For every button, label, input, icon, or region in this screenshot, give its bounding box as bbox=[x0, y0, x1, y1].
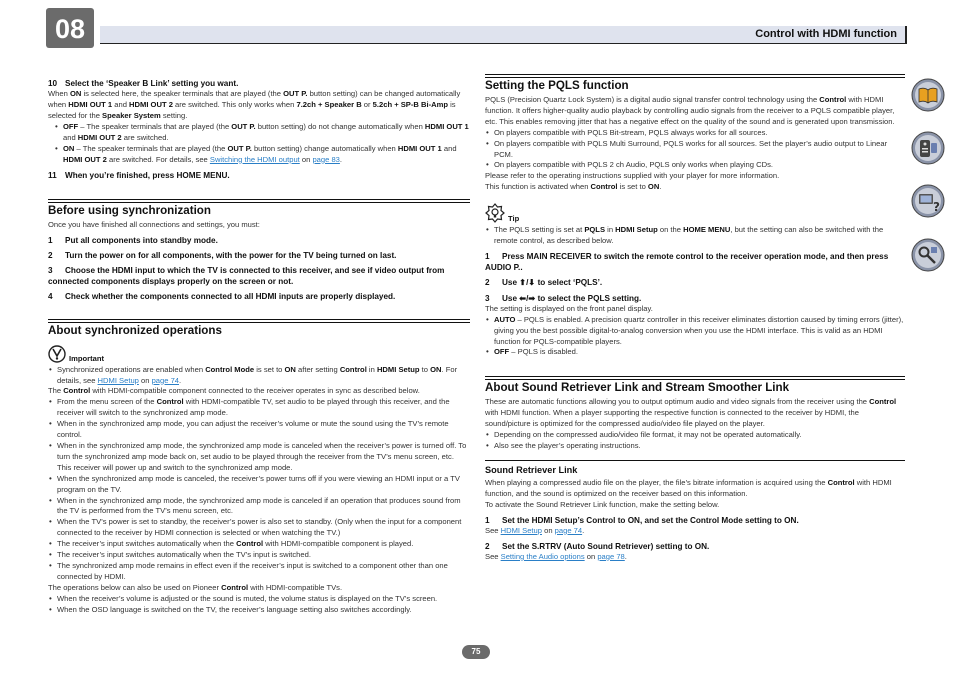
chapter-title: Control with HDMI function bbox=[755, 28, 897, 40]
numbered-step: 1 Put all components into standby mode. bbox=[48, 235, 218, 245]
pqls-section-title: Setting the PQLS function bbox=[485, 74, 905, 92]
cross-reference-link[interactable]: page 74 bbox=[554, 525, 583, 535]
sync-intro: Once you have finished all connections and settings, you must: bbox=[48, 219, 260, 229]
numbered-step: 4 Check whether the components connected to all HDMI inputs are properly displayed. bbox=[48, 292, 396, 302]
pqls-setting-options bbox=[485, 315, 905, 359]
srl-step-2-note: See Setting the Audio options on page 78. bbox=[485, 551, 627, 561]
ops-bullets bbox=[48, 397, 470, 582]
book-icon[interactable] bbox=[911, 78, 945, 112]
bullet-item: • The PQLS setting is set at PQLS in HDMI Setup on the HOME MENU, but the setting can also be switched with the remote control, as described below. bbox=[485, 225, 905, 247]
ops-para-2: The operations below can also be used on Pioneer Control with HDMI-compatible TVs. bbox=[48, 582, 343, 592]
important-icon bbox=[48, 345, 66, 363]
numbered-step: 3 Use ⬅/➡ to select the PQLS setting. bbox=[485, 293, 642, 303]
srl-para-2: To activate the Sound Retriever Link function, make the setting below. bbox=[485, 499, 720, 509]
pqls-para-3: This function is activated when Control is set to ON. bbox=[485, 182, 662, 192]
pqls-para-2: Please refer to the operating instructions supplied with your player for more information. bbox=[485, 171, 780, 181]
srl-para-1: When playing a compressed audio file on the player, the file’s bitrate information is acquired using the Control with HDMI function, and the sound is optimized on the receiver based on this information. bbox=[485, 477, 892, 498]
chapter-header bbox=[100, 26, 907, 44]
bullet-item: • AUTO – PQLS is enabled. A precision quartz controller in this receiver eliminates distortion caused by timing errors (jitter), giving you the best possible digital-to-analog conversion when you use the HDMI interface. This is valid as an HDMI function for PQLS-compatible players. bbox=[485, 315, 905, 348]
numbered-step: 2 Turn the power on for all components, with the power for the TV being turned on last. bbox=[48, 250, 397, 260]
chapter-number: 08 bbox=[46, 8, 94, 48]
cross-reference-link[interactable]: HDMI Setup bbox=[97, 375, 139, 385]
bullet-item: • When the OSD language is switched on the TV, the receiver’s language setting also switches accordingly. bbox=[48, 605, 470, 616]
important-note bbox=[48, 345, 470, 363]
right-column bbox=[485, 74, 905, 563]
sync-steps bbox=[48, 235, 470, 303]
sync-section-title: Before using synchronization bbox=[48, 199, 470, 217]
bullet-item: • From the menu screen of the Control with HDMI-compatible TV, set audio to be played through this receiver, and the receiver will switch to the synchronized amp mode. bbox=[48, 397, 470, 419]
bullet-item: • When in the synchronized amp mode, the synchronized amp mode is canceled when the receiver’s power is turned off. To turn the synchronized amp mode back on, set audio to be played through the receiver from the TV’s menu screen, etc. This receiver will power up and switch to the synchronized amp mode. bbox=[48, 441, 470, 474]
tip-icon bbox=[485, 203, 505, 223]
bullet-item: • The synchronized amp mode remains in effect even if the receiver’s input is switched to a component other than one connected by HDMI. bbox=[48, 561, 470, 583]
ops-para-1: The Control with HDMI-compatible component connected to the receiver operates in sync as described below. bbox=[48, 386, 420, 396]
srl-step-1: 1 Set the HDMI Setup’s Control to ON, and set the Control Mode setting to ON. bbox=[485, 515, 799, 525]
important-bullets bbox=[48, 365, 470, 387]
bullet-item: • Depending on the compressed audio/video file format, it may not be operated automatically. bbox=[485, 430, 905, 441]
numbered-step: 3 Choose the HDMI input to which the TV is connected to this receiver, and see if video output from connected components displays properly on the screen or not. bbox=[48, 266, 445, 287]
cross-reference-link[interactable]: page 78 bbox=[597, 551, 625, 561]
bullet-item: • When the TV’s power is set to standby, the receiver’s power is also set to standby. (Only when the input for a component connected to the receiver by HDMI connection is selected or when watching the TV.) bbox=[48, 517, 470, 539]
bullet-item: • OFF – PQLS is disabled. bbox=[485, 347, 905, 358]
srl-step-2: 2 Set the S.RTRV (Auto Sound Retriever) setting to ON. bbox=[485, 541, 710, 551]
bullet-item: • When the synchronized amp mode is canceled, the receiver’s power turns off if you were viewing an HDMI input or a TV program on the TV. bbox=[48, 474, 470, 496]
ops-section-title: About synchronized operations bbox=[48, 319, 470, 337]
troubleshoot-icon[interactable] bbox=[911, 184, 945, 218]
ssr-bullets bbox=[485, 430, 905, 452]
ssr-intro: These are automatic functions allowing you to output optimum audio and video signals from the receiver using the Control with HDMI function. When a player supporting the respective function is connected to the receiver by HDMI, the sound/picture is optimized for the compressed audio/video file played on the player. bbox=[485, 397, 897, 429]
tip-bullets bbox=[485, 225, 905, 247]
numbered-step: 1 Press MAIN RECEIVER to switch the remote control to the receiver operation mode, and then press AUDIO P.. bbox=[485, 251, 889, 273]
important-label: Important bbox=[69, 353, 105, 363]
tip-label: Tip bbox=[508, 214, 520, 224]
paragraph: When ON is selected here, the speaker terminals that are played (the OUT P. button setting) can be changed automatically when HDMI OUT 1 and HDMI OUT 2 are switched. This only works when 7.2ch + Speaker B or 5.2ch + SP-B Bi-Amp is selected for the Speaker System setting. bbox=[48, 89, 461, 121]
srl-subsection-title: Sound Retriever Link bbox=[485, 460, 905, 475]
cross-reference-link[interactable]: Switching the HDMI output bbox=[209, 154, 300, 164]
step-11: 11 When you’re finished, press HOME MENU. bbox=[48, 170, 230, 180]
svg-text:?: ? bbox=[933, 200, 940, 214]
speaker-b-options bbox=[48, 122, 470, 166]
ssr-section-title: About Sound Retriever Link and Stream Smoother Link bbox=[485, 376, 905, 394]
bullet-item: • ON – The speaker terminals that are played (the OUT P. button setting) change automatically when HDMI OUT 1 and HDMI OUT 2 are switched. For details, see Switching the HDMI output on page 83. bbox=[54, 144, 470, 166]
srl-step-1-note: See HDMI Setup on page 74. bbox=[485, 525, 585, 535]
ops-bullets-tv bbox=[48, 594, 470, 616]
pqls-bullets bbox=[485, 128, 905, 172]
bullet-item: • When in the synchronized amp mode, the synchronized amp mode is canceled if an operation that produces sound from the TV is performed from the TV’s menu screen, etc. bbox=[48, 496, 470, 518]
bullet-item: • On players compatible with PQLS Multi Surround, PQLS works for all sources. Set the player’s audio output to Linear PCM. bbox=[485, 139, 905, 161]
step-10: 10 Select the ‘Speaker B Link’ setting you want. bbox=[48, 79, 239, 88]
step-10-body bbox=[48, 89, 470, 122]
cross-reference-link[interactable]: Setting the Audio options bbox=[500, 551, 585, 561]
pqls-steps bbox=[485, 251, 905, 304]
appendix-icon[interactable] bbox=[911, 238, 945, 272]
bullet-item: • On players compatible with PQLS 2 ch Audio, PQLS only works when playing CDs. bbox=[485, 160, 905, 171]
bullet-item: • On players compatible with PQLS Bit-stream, PQLS always works for all sources. bbox=[485, 128, 905, 139]
bullet-item: • The receiver’s input switches automatically when the TV’s input is switched. bbox=[48, 550, 470, 561]
bullet-item: • When the receiver’s volume is adjusted or the sound is muted, the volume status is displayed on the TV’s screen. bbox=[48, 594, 470, 605]
bullet-item: • Also see the player’s operating instructions. bbox=[485, 441, 905, 452]
cross-reference-link[interactable]: page 83 bbox=[312, 154, 340, 164]
bullet-item: • OFF – The speaker terminals that are played (the OUT P. button setting) do not change automatically when HDMI OUT 1 and HDMI OUT 2 are switched. bbox=[54, 122, 470, 144]
left-column bbox=[48, 74, 470, 616]
bullet-item: • When in the synchronized amp mode, you can adjust the receiver’s volume or mute the sound using the TV’s remote control. bbox=[48, 419, 470, 441]
cross-reference-link[interactable]: HDMI Setup bbox=[500, 525, 542, 535]
cross-reference-link[interactable]: page 74 bbox=[151, 375, 180, 385]
bullet-item: • Synchronized operations are enabled when Control Mode is set to ON after setting Control in HDMI Setup to ON. For details, see HDMI Setup on page 74. bbox=[48, 365, 470, 387]
page-number: 75 bbox=[462, 645, 490, 659]
bullet-item: • The receiver’s input switches automatically when the Control with HDMI-compatible component is played. bbox=[48, 539, 470, 550]
remote-icon[interactable] bbox=[911, 131, 945, 165]
numbered-step: 2 Use ⬆/⬇ to select ‘PQLS’. bbox=[485, 278, 603, 288]
pqls-step3-note: The setting is displayed on the front panel display. bbox=[485, 303, 653, 313]
tip-note bbox=[485, 203, 905, 223]
pqls-intro: PQLS (Precision Quartz Lock System) is a digital audio signal transfer control technology using the Control with HDMI function. It offers higher-quality audio playback by controlling audio signals from the receiver to a PQLS compatible player, etc. This enables removing jitter that has a negative effect on the quality of the sound and is generated upon transmission. bbox=[485, 95, 895, 126]
